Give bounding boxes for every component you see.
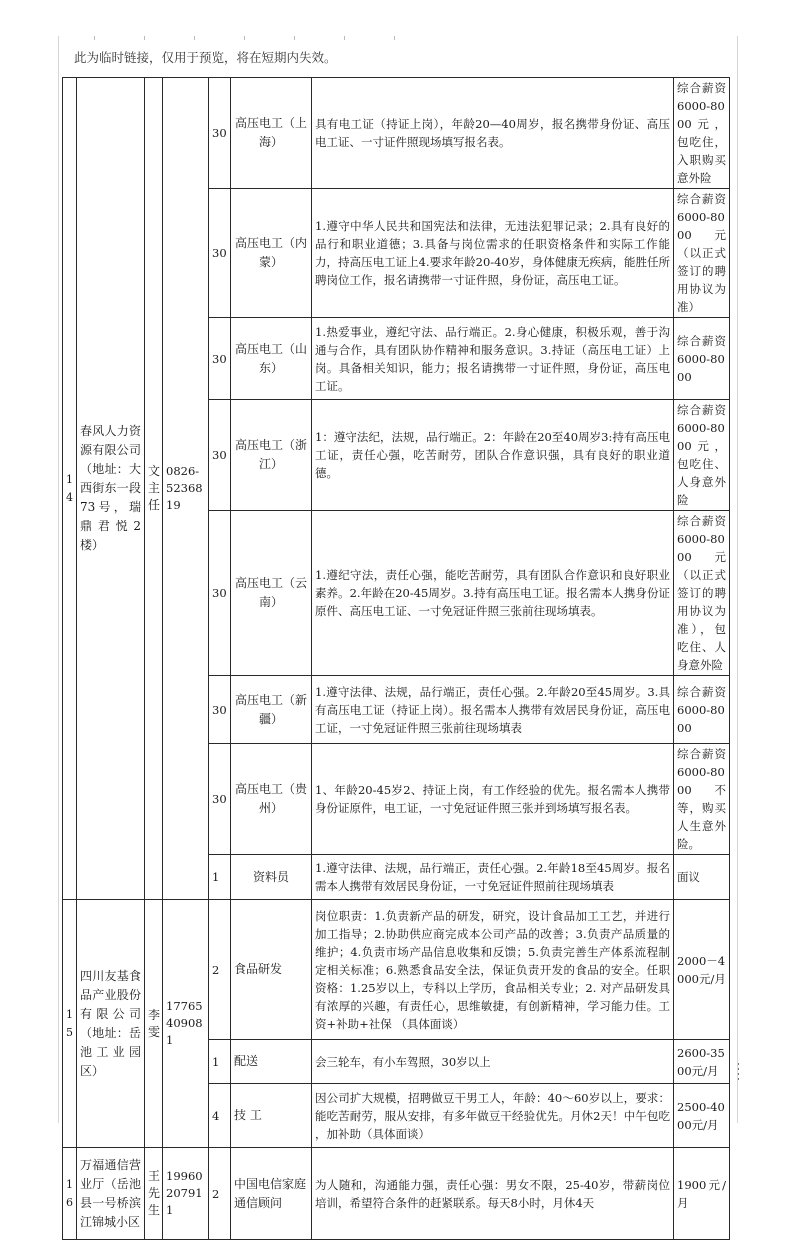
job-count: 1 — [209, 855, 231, 900]
job-title: 高压电工（山东） — [231, 318, 312, 400]
job-salary: 1900元/月 — [674, 1148, 730, 1240]
contact-person: 王先生 — [145, 1148, 163, 1240]
job-salary: 2600-3500元/月 — [674, 1040, 730, 1084]
job-requirements: 1.遵守中华人民共和国宪法和法律，无违法犯罪记录；2.具有良好的品行和职业道德；3.具备与岗位需求的任职资格条件和实际工作能力，持高压电工证上4.要求年龄20-40岁，身体健康无疾病，能胜任所聘岗位工作，报名请携带一寸证件照，身份证，高压电工证。 — [312, 189, 674, 318]
company-name: 四川友基食品产业股份有限公司（地址：岳池工业园区） — [77, 900, 145, 1148]
job-count: 30 — [209, 400, 231, 511]
company-index: 16 — [63, 1148, 77, 1240]
job-title: 食品研发 — [231, 900, 312, 1040]
job-count: 30 — [209, 189, 231, 318]
job-count: 2 — [209, 900, 231, 1040]
table-row — [63, 900, 730, 1040]
job-count: 4 — [209, 1084, 231, 1148]
job-count: 2 — [209, 1148, 231, 1240]
job-count: 30 — [209, 676, 231, 744]
contact-person: 文主任 — [145, 78, 163, 900]
job-requirements: 为人随和，沟通能力强，责任心强：男女不限，25-40岁，带薪岗位培训，希望符合条件的赶紧联系。每天8小时，月休4天 — [312, 1148, 674, 1240]
job-requirements: 1：遵守法纪，法规，品行端正。2：年龄在20至40周岁3:持有高压电工证，责任心强，吃苦耐劳，团队合作意识强，具有良好的职业道德。 — [312, 400, 674, 511]
job-count: 1 — [209, 1040, 231, 1084]
job-count: 30 — [209, 744, 231, 855]
job-requirements: 因公司扩大规模，招聘做豆干男工人，年龄：40～60岁以上，要求：能吃苦耐劳，服从安排，有多年做豆干经验优先。月休2天！中午包吃 ，加补助（具体面谈） — [312, 1084, 674, 1148]
job-requirements: 1.遵守法律、法规，品行端正，责任心强。2.年龄20至45周岁。3.具有高压电工证（持证上岗）。报名需本人携带有效居民身份证，高压电工证，一寸免冠证件照三张前往现场填表 — [312, 676, 674, 744]
page-top-marks — [58, 36, 736, 42]
job-requirements: 岗位职责：1.负责新产品的研发，研究，设计食品加工工艺，并进行加工指导；2.协助供应商完成本公司产品的改善；3.负责产品质量的维护；4.负责市场产品信息收集和反馈；5.负责完善生产体系流程制定相关标准；6.熟悉食品安全法，保证负责开发的食品的安全。任职资格：1.25岁以上，专科以上学历，食品相关专业；2. 对产品研发具有浓厚的兴趣，有责任心，思维敏捷，有创新精神，学习能力佳。工资+补助+社保 （具体面谈） — [312, 900, 674, 1040]
job-title: 技 工 — [231, 1084, 312, 1148]
company-index: 14 — [63, 78, 77, 900]
contact-phone: 17765409081 — [163, 900, 209, 1148]
job-salary: 2000－4000元/月 — [674, 900, 730, 1040]
job-requirements: 具有电工证（持证上岗），年龄20—40周岁，报名携带身份证、高压电工证、一寸证件照现场填写报名表。 — [312, 78, 674, 189]
job-title: 资料员 — [231, 855, 312, 900]
job-salary: 综合薪资6000-8000元（以正式签订的聘用协议为准） — [674, 189, 730, 318]
job-salary: 2500-4000元/月 — [674, 1084, 730, 1148]
job-title: 高压电工（上海） — [231, 78, 312, 189]
job-title: 高压电工（内蒙） — [231, 189, 312, 318]
company-name: 万福通信营业厅（岳池县一号桥滨江锦城小区 — [77, 1148, 145, 1240]
job-count: 30 — [209, 78, 231, 189]
job-requirements: 会三轮车，有小车驾照，30岁以上 — [312, 1040, 674, 1084]
job-title: 高压电工（新疆） — [231, 676, 312, 744]
table-row — [63, 78, 730, 189]
table-row — [63, 1148, 730, 1240]
job-salary: 综合薪资6000-8000 — [674, 676, 730, 744]
contact-phone: 0826-5236819 — [163, 78, 209, 900]
contact-phone: 19960207911 — [163, 1148, 209, 1240]
page-edge-marks — [738, 1063, 741, 1083]
job-salary: 综合薪资6000-8000元，包吃住、人身意外险 — [674, 400, 730, 511]
job-requirements: 1.遵纪守法，责任心强，能吃苦耐劳，具有团队合作意识和良好职业素养。2.年龄在20-45周岁。3.持有高压电工证。报名需本人携身份证原件、高压电工证、一寸免冠证件照三张前往现场填表。 — [312, 511, 674, 676]
job-title: 高压电工（浙江） — [231, 400, 312, 511]
job-count: 30 — [209, 511, 231, 676]
job-title: 高压电工（贵州） — [231, 744, 312, 855]
job-salary: 综合薪资6000-8000元（以正式签订的聘用协议为准），包吃住、人身意外险 — [674, 511, 730, 676]
job-salary: 面议 — [674, 855, 730, 900]
company-index: 15 — [63, 900, 77, 1148]
company-name: 春风人力资源有限公司（地址：大西街东一段73号，瑞鼎君悦2楼） — [77, 78, 145, 900]
job-count: 30 — [209, 318, 231, 400]
job-salary: 综合薪资6000-8000不等，购买人生意外险。 — [674, 744, 730, 855]
job-title: 高压电工（云南） — [231, 511, 312, 676]
job-requirements: 1、年龄20-45岁2、持证上岗，有工作经验的优先。报名需本人携带身份证原件，电工证，一寸免冠证件照三张并到场填写报名表。 — [312, 744, 674, 855]
job-listing-table — [62, 77, 730, 1240]
job-title: 配送 — [231, 1040, 312, 1084]
job-title: 中国电信家庭通信顾问 — [231, 1148, 312, 1240]
job-requirements: 1.热爱事业，遵纪守法、品行端正。2.身心健康，积极乐观，善于沟通与合作，具有团队协作精神和服务意识。3.持证（高压电工证）上岗。具备相关知识，能力；报名请携带一寸证件照，身份证，高压电工证。 — [312, 318, 674, 400]
job-salary: 综合薪资6000-8000元，包吃住，入职购买意外险 — [674, 78, 730, 189]
temporary-link-banner: 此为临时链接，仅用于预览，将在短期内失效。 — [74, 50, 337, 65]
job-requirements: 1.遵守法律、法规，品行端正，责任心强。2.年龄18至45周岁。报名需本人携带有效居民身份证，一寸免冠证件照前往现场填表 — [312, 855, 674, 900]
job-salary: 综合薪资6000-8000 — [674, 318, 730, 400]
contact-person: 李雯 — [145, 900, 163, 1148]
